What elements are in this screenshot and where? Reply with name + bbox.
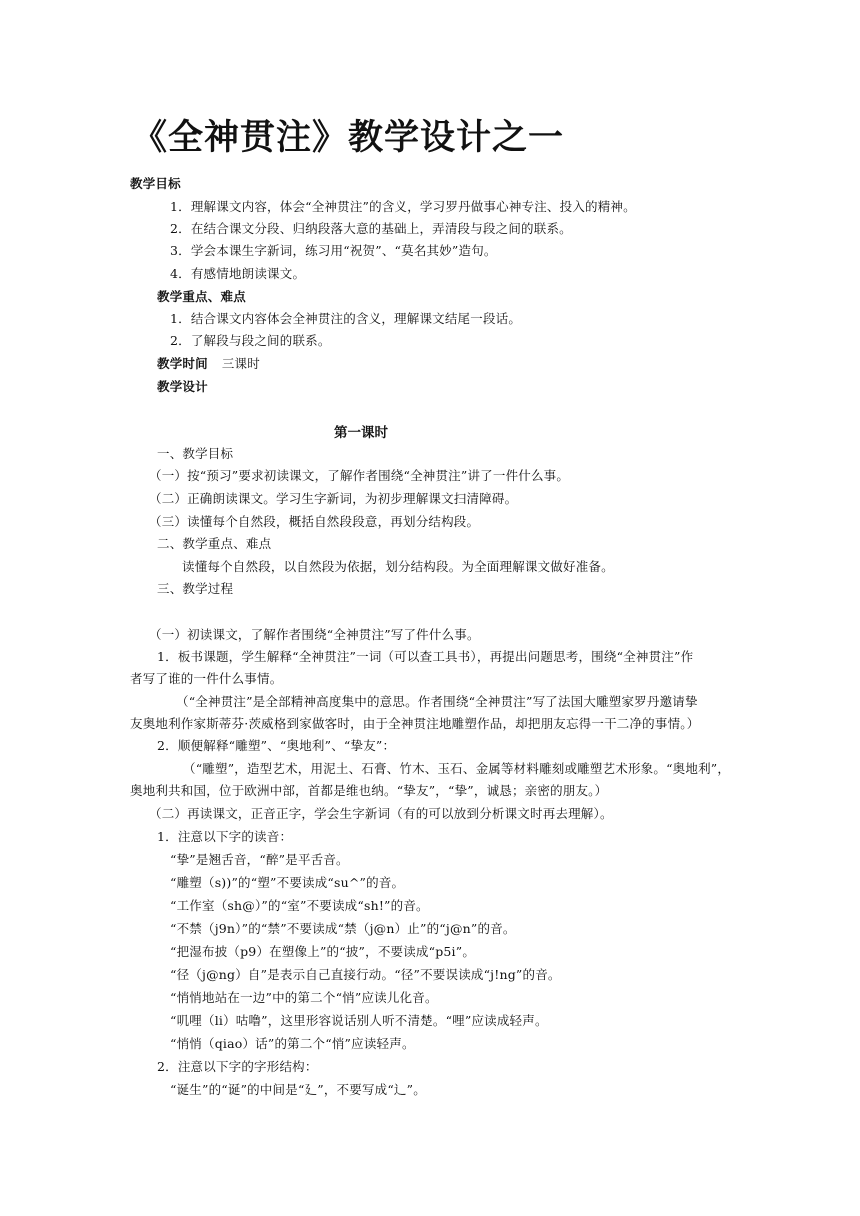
lesson-line: “悄悄地站在一边”中的第二个“悄”应读儿化音。 (170, 990, 438, 1005)
key-point-item: 1．结合课文内容体会全神贯注的含义，理解课文结尾一段话。 (170, 311, 522, 326)
objective-item: 3．学会本课生字新词，练习用“祝贺”、“莫名其妙”造句。 (170, 243, 497, 258)
lesson-line: （二）正确朗读课文。学习生字新词，为初步理解课文扫清障碍。 (149, 491, 518, 506)
lesson-line: 奥地利共和国，位于欧洲中部，首都是维也纳。“挚友”，“挚”，诚恳；亲密的朋友。） (130, 783, 608, 798)
lesson-line: （三）读懂每个自然段，概括自然段段意，再划分结构段。 (149, 514, 480, 529)
lesson-line: “把湿布披（p9）在塑像上”的“披”，不要读成“p5i”。 (170, 944, 476, 959)
lesson-line: 2．顺便解释“雕塑”、“奥地利”、“挚友”： (157, 738, 396, 753)
lesson-line: “雕塑（s))”的“塑”不要读成“su^”的音。 (170, 875, 405, 890)
lesson-line: “不禁（j9n）”的“禁”不要读成“禁（j@n）止”的“j@n”的音。 (170, 921, 516, 936)
lesson-line: “工作室（sh@）”的“室”不要读成“sh!”的音。 (170, 898, 429, 913)
lesson-line: “叽哩（li）咕噜”，这里形容说话别人听不清楚。“哩”应读成轻声。 (170, 1013, 548, 1028)
section-heading: 一、教学目标 (157, 446, 234, 461)
lesson-line: “诞生”的“诞”的中间是“廴”，不要写成“辶”。 (170, 1082, 426, 1097)
lesson-line: （一）按“预习”要求初读课文，了解作者围绕“全神贯注”讲了一件什么事。 (149, 468, 570, 483)
teaching-time (157, 356, 260, 372)
objectives-heading: 教学目标 (130, 176, 181, 191)
section-heading: 二、教学重点、难点 (157, 536, 272, 551)
lesson-line: （二）再读课文，正音正字，学会生字新词（有的可以放到分析课文时再去理解）。 (149, 806, 613, 821)
lesson-line: （“全神贯注”是全部精神高度集中的意思。作者围绕“全神贯注”写了法国大雕塑家罗丹邀请挚 (176, 694, 698, 709)
lesson-line: 读懂每个自然段，以自然段为依据，划分结构段。为全面理解课文做好准备。 (182, 559, 614, 574)
key-point-item: 2．了解段与段之间的联系。 (170, 333, 331, 348)
lesson-line: 友奥地利作家斯蒂芬·茨威格到家做客时，由于全神贯注地雕塑作品，却把朋友忘得一干二净的事情。） (130, 716, 700, 731)
lesson-line: “挚”是翘舌音，“醉”是平舌音。 (170, 852, 349, 867)
objective-item: 1．理解课文内容，体会“全神贯注”的含义，学习罗丹做事心神专注、投入的精神。 (170, 199, 636, 214)
lesson-line: 者写了谁的一件什么事情。 (130, 671, 283, 686)
lesson-line: “径（j@ng）自”是表示自己直接行动。“径”不要误读成“j!ng”的音。 (170, 967, 561, 982)
key-points-heading: 教学重点、难点 (157, 289, 246, 304)
objective-item: 2．在结合课文分段、归纳段落大意的基础上，弄清段与段之间的联系。 (170, 221, 572, 236)
lesson-line: 2．注意以下字的字形结构： (157, 1059, 318, 1074)
objective-item: 4．有感情地朗读课文。 (170, 266, 306, 281)
lesson-line: 1．板书课题，学生解释“全神贯注”一词（可以查工具书），再提出问题思考，围绕“全神贯注”作 (157, 649, 694, 664)
lesson-heading: 第一课时 (334, 425, 388, 441)
lesson-line: 1．注意以下字的读音： (157, 829, 293, 844)
teaching-time-value: 三课时 (221, 356, 260, 371)
design-heading: 教学设计 (157, 379, 208, 394)
section-heading: 三、教学过程 (157, 581, 234, 596)
lesson-line: （一）初读课文，了解作者围绕“全神贯注”写了件什么事。 (149, 627, 480, 642)
document-title: 《全神贯注》教学设计之一 (132, 118, 565, 158)
teaching-time-label: 教学时间 (157, 356, 208, 371)
lesson-line: “悄悄（qiao）话”的第二个“悄”应读轻声。 (170, 1036, 415, 1051)
lesson-line: （“雕塑”，造型艺术，用泥土、石膏、竹木、玉石、金属等材料雕刻或雕塑艺术形象。“奥地利”， (183, 761, 731, 776)
